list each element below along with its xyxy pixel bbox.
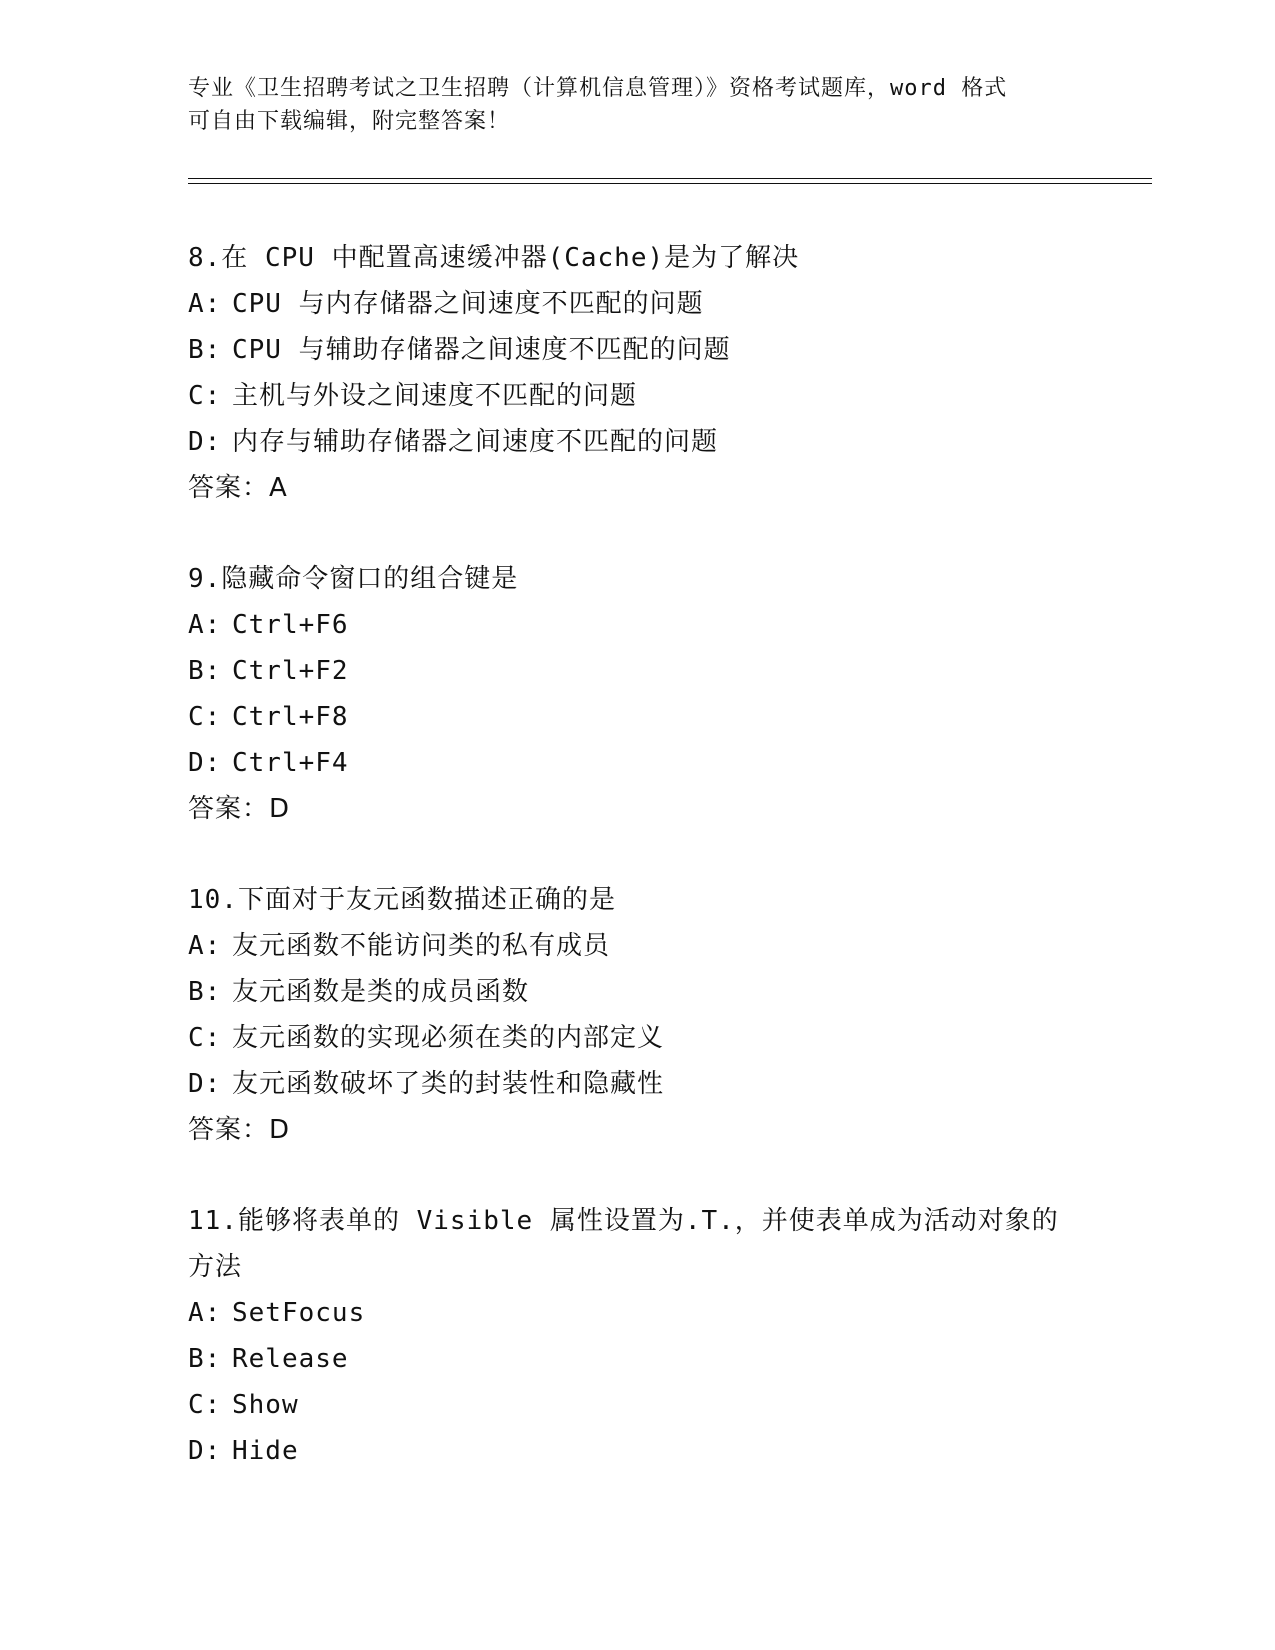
answer-label: 答案：A	[188, 473, 288, 503]
option-a	[188, 923, 1088, 969]
option-key: A:	[188, 289, 222, 319]
option-key: C:	[188, 381, 222, 411]
option-text: 内存与辅助存储器之间速度不匹配的问题	[232, 427, 719, 457]
option-text: 友元函数是类的成员函数	[232, 977, 530, 1007]
option-text: CPU 与内存储器之间速度不匹配的问题	[232, 289, 704, 319]
option-b	[188, 327, 1088, 373]
option-key: D:	[188, 748, 222, 778]
option-d	[188, 1061, 1088, 1107]
option-key: D:	[188, 427, 222, 457]
option-text: SetFocus	[232, 1298, 366, 1328]
question-list	[188, 235, 1088, 1519]
option-text: Ctrl+F2	[232, 656, 349, 686]
option-text: CPU 与辅助存储器之间速度不匹配的问题	[232, 335, 731, 365]
option-text: 主机与外设之间速度不匹配的问题	[232, 381, 638, 411]
option-key: B:	[188, 977, 222, 1007]
option-text: Ctrl+F8	[232, 702, 349, 732]
header-line-2: 可自由下载编辑，附完整答案！	[188, 109, 511, 134]
option-b	[188, 648, 1088, 694]
option-d	[188, 419, 1088, 465]
answer-label: 答案：D	[188, 794, 291, 824]
option-a	[188, 602, 1088, 648]
option-text: 友元函数破坏了类的封装性和隐藏性	[232, 1069, 665, 1099]
question-11	[188, 1198, 1088, 1474]
option-text: Show	[232, 1390, 299, 1420]
option-key: A:	[188, 610, 222, 640]
option-text: Release	[232, 1344, 349, 1374]
question-9	[188, 556, 1088, 832]
option-key: C:	[188, 1390, 222, 1420]
option-key: D:	[188, 1436, 222, 1466]
option-b	[188, 969, 1088, 1015]
question-title: 10.下面对于友元函数描述正确的是	[188, 885, 616, 915]
option-text: 友元函数不能访问类的私有成员	[232, 931, 611, 961]
question-title: 8.在 CPU 中配置高速缓冲器(Cache)是为了解决	[188, 243, 800, 273]
option-key: A:	[188, 931, 222, 961]
header-line-1: 专业《卫生招聘考试之卫生招聘（计算机信息管理）》资格考试题库，word 格式	[188, 76, 1008, 101]
option-key: B:	[188, 656, 222, 686]
option-text: Ctrl+F4	[232, 748, 349, 778]
option-key: C:	[188, 702, 222, 732]
option-text: 友元函数的实现必须在类的内部定义	[232, 1023, 665, 1053]
option-c	[188, 694, 1088, 740]
header-divider-top	[188, 178, 1152, 179]
question-10	[188, 877, 1088, 1153]
option-d	[188, 740, 1088, 786]
option-text: Ctrl+F6	[232, 610, 349, 640]
document-header	[188, 72, 1068, 138]
option-key: A:	[188, 1298, 222, 1328]
option-key: B:	[188, 335, 222, 365]
header-divider-bottom	[188, 183, 1152, 184]
option-key: B:	[188, 1344, 222, 1374]
option-key: D:	[188, 1069, 222, 1099]
option-c	[188, 1382, 1088, 1428]
option-a	[188, 281, 1088, 327]
question-8	[188, 235, 1088, 511]
answer-label: 答案：D	[188, 1115, 291, 1145]
option-c	[188, 1015, 1088, 1061]
option-b	[188, 1336, 1088, 1382]
question-title: 9.隐藏命令窗口的组合键是	[188, 564, 519, 594]
option-key: C:	[188, 1023, 222, 1053]
option-a	[188, 1290, 1088, 1336]
option-c	[188, 373, 1088, 419]
option-d	[188, 1428, 1088, 1474]
option-text: Hide	[232, 1436, 299, 1466]
question-title: 11.能够将表单的 Visible 属性设置为.T.，并使表单成为活动对象的方法	[188, 1206, 1059, 1282]
